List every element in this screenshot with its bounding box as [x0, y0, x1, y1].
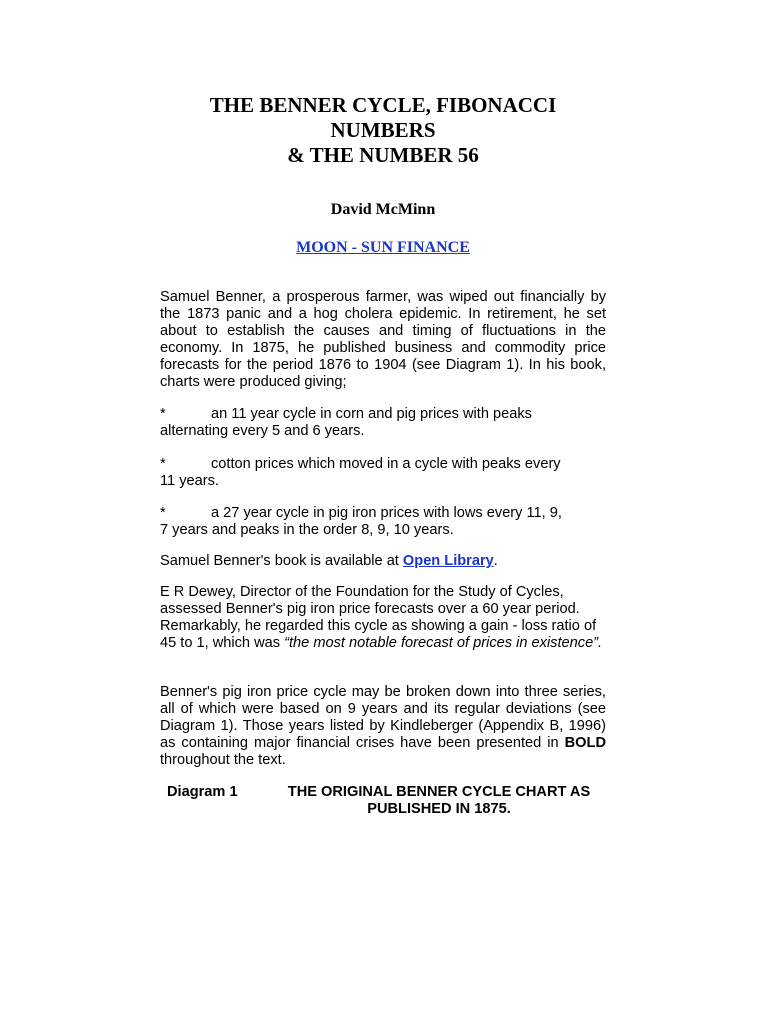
bullet-item-2 — [160, 456, 606, 490]
caption-line-1: THE ORIGINAL BENNER CYCLE CHART AS — [287, 784, 591, 800]
bullet-marker: * — [160, 456, 166, 472]
bullet-text-rest: alternating every 5 and 6 years. — [160, 423, 365, 439]
bullet-item-1 — [160, 406, 606, 440]
dewey-quote: “the most notable forecast of prices in existence”. — [284, 635, 603, 651]
dewey-paragraph — [160, 584, 606, 652]
caption-line-2: PUBLISHED IN 1875. — [367, 801, 511, 817]
book-availability-paragraph — [160, 553, 606, 570]
bullet-text-first: an 11 year cycle in corn and pig prices with peaks — [211, 406, 532, 422]
document-title — [160, 93, 606, 168]
bullet-text-first: cotton prices which moved in a cycle with peaks every — [211, 456, 561, 472]
diagram-caption-text — [269, 784, 609, 818]
series-suffix: throughout the text. — [160, 752, 286, 768]
bold-word: BOLD — [564, 735, 606, 751]
title-line-2: NUMBERS — [330, 118, 436, 142]
title-line-3: & THE NUMBER 56 — [287, 143, 479, 167]
series-text: Benner's pig iron price cycle may be broken down into three series, all of which were based on 9 years and its regular deviations (see Diagram 1). Those years listed by Kindleberger (Appendix B, 1996) as containing major financial crises have been presented in — [160, 684, 606, 751]
author-name: David McMinn — [330, 201, 436, 218]
bullet-text-first: a 27 year cycle in pig iron prices with lows every 11, 9, — [211, 505, 562, 521]
intro-paragraph: Samuel Benner, a prosperous farmer, was wiped out financially by the 1873 panic and a hog cholera epidemic. In retirement, he set about to establish the causes and timing of fluctuations in the economy. In 1875, he published business and commodity price forecasts for the period 1876 to 1904 (see Diagram 1). In his book, charts were produced giving; — [160, 289, 606, 390]
dewey-text: E R Dewey, Director of the Foundation for the Study of Cycles, assessed Benner's pig iron price forecasts over a 60 year period. Remarkably, he regarded this cycle as showing a gain - loss ratio of 45 to 1, which was — [160, 584, 597, 651]
bullet-text-rest: 11 years. — [160, 473, 219, 489]
open-library-link[interactable]: Open Library — [402, 553, 494, 569]
series-paragraph — [160, 684, 606, 769]
book-suffix-text: . — [493, 553, 498, 569]
diagram-label: Diagram 1 — [167, 784, 238, 800]
moon-sun-finance-link[interactable]: MOON - SUN FINANCE — [296, 239, 470, 256]
bullet-item-3 — [160, 505, 606, 539]
bullet-text-rest: 7 years and peaks in the order 8, 9, 10 years. — [160, 522, 454, 538]
title-line-1: THE BENNER CYCLE, FIBONACCI — [209, 93, 557, 117]
site-link-container — [160, 239, 606, 257]
bullet-marker: * — [160, 505, 166, 521]
bullet-marker: * — [160, 406, 166, 422]
book-prefix-text: Samuel Benner's book is available at — [160, 553, 403, 569]
